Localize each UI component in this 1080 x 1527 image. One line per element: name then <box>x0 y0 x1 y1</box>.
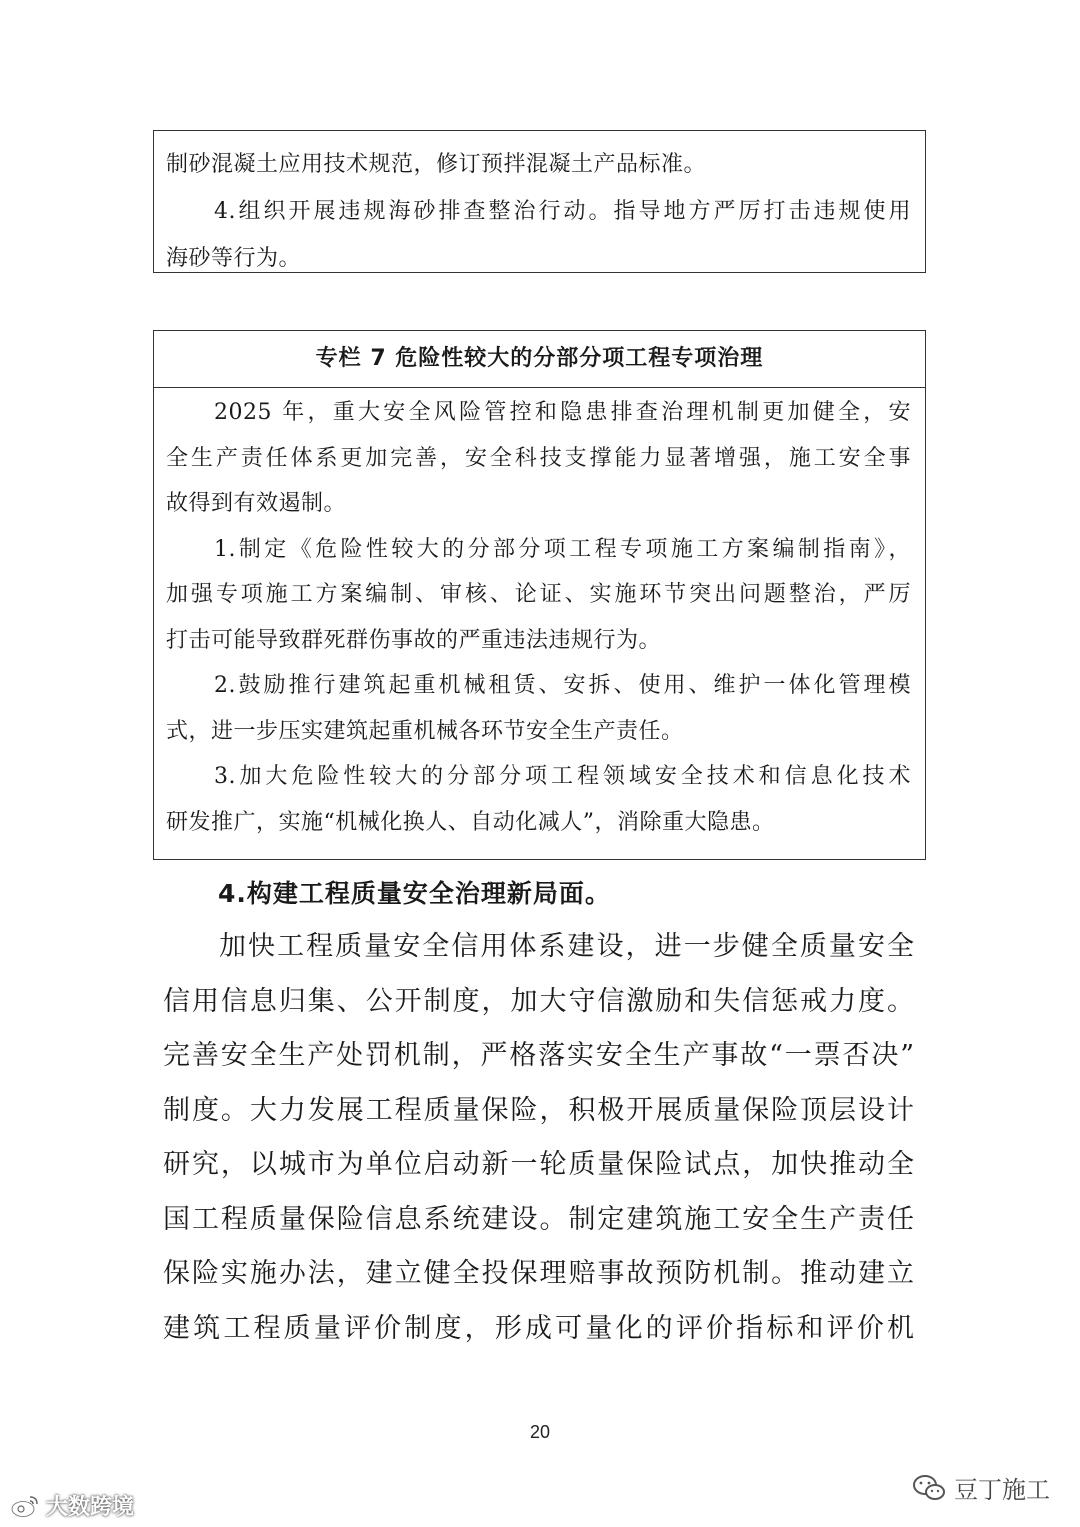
weibo-logo-icon <box>10 1494 40 1518</box>
column-box-continued <box>153 130 926 273</box>
body-line-6: 国工程质量保险信息系统建设。制定建筑施工安全生产责任 <box>163 1203 915 1235</box>
box2-line-6: 打击可能导致群死群伤事故的严重违法违规行为。 <box>166 627 662 653</box>
body-line-4: 制度。大力发展工程质量保险，积极开展质量保险顶层设计 <box>163 1094 915 1126</box>
watermark-left-text: 大数跨境 <box>46 1495 135 1520</box>
body-line-5: 研究，以城市为单位启动新一轮质量保险试点，加快推动全 <box>163 1149 915 1180</box>
page-number: 20 <box>529 1422 551 1442</box>
box2-line-7: 2.鼓励推行建筑起重机械租赁、安拆、使用、维护一体化管理模 <box>214 673 911 698</box>
body-line-2: 信用信息归集、公开制度，加大守信激励和失信惩戒力度。 <box>163 985 915 1017</box>
wechat-logo-icon <box>912 1474 946 1502</box>
body-paragraph <box>163 920 915 1356</box>
box2-line-8: 式，进一步压实建筑起重机械各环节安全生产责任。 <box>166 718 684 744</box>
box1-line-2: 4.组织开展违规海砂排查整治行动。指导地方严厉打击违规使用 <box>214 199 911 224</box>
section-heading: 4.构建工程质量安全治理新局面。 <box>218 879 611 908</box>
box2-line-3: 故得到有效遏制。 <box>166 491 347 516</box>
column-box-title: 专栏 7 危险性较大的分部分项工程专项治理 <box>154 331 925 388</box>
column-box-body <box>154 388 925 845</box>
watermark-right <box>912 1470 1050 1505</box>
body-line-3: 完善安全生产处罚机制，严格落实安全生产事故“一票否决” <box>163 1040 915 1071</box>
watermark-right-text: 豆丁施工 <box>954 1476 1050 1504</box>
box2-line-10: 研发推广，实施“机械化换人、自动化减人”，消除重大隐患。 <box>166 809 775 835</box>
watermark-left <box>10 1490 134 1521</box>
box2-line-2: 全生产责任体系更加完善，安全科技支撑能力显著增强，施工安全事 <box>166 445 911 471</box>
box1-line-1: 制砂混凝土应用技术规范，修订预拌混凝土产品标准。 <box>166 152 707 177</box>
body-line-7: 保险实施办法，建立健全投保理赔事故预防机制。推动建立 <box>163 1258 915 1289</box>
box2-line-4: 1.制定《危险性较大的分部分项工程专项施工方案编制指南》， <box>214 536 911 562</box>
column-box-7 <box>153 330 926 860</box>
body-line-8: 建筑工程质量评价制度，形成可量化的评价指标和评价机 <box>163 1312 915 1344</box>
box2-line-9: 3.加大危险性较大的分部分项工程领域安全技术和信息化技术 <box>214 764 911 789</box>
box2-line-1: 2025 年，重大安全风险管控和隐患排查治理机制更加健全，安 <box>214 400 911 425</box>
box2-line-5: 加强专项施工方案编制、审核、论证、实施环节突出问题整治，严厉 <box>166 582 911 607</box>
body-line-1: 加快工程质量安全信用体系建设，进一步健全质量安全 <box>219 931 915 962</box>
box1-line-3: 海砂等行为。 <box>166 246 302 271</box>
